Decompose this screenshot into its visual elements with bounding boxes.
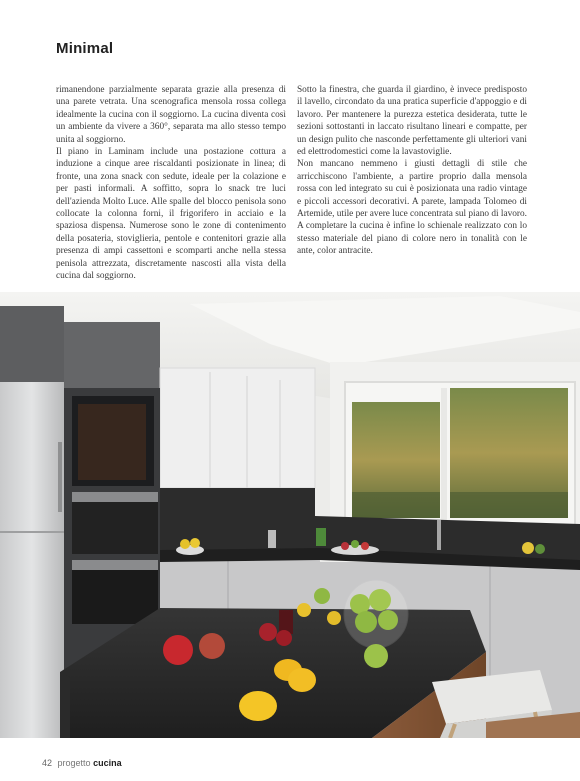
right-paragraph-1: Sotto la finestra, che guarda il giardino, è invece predisposto il lavello, circondato da una pratica superficie d'appoggio e di lavoro. Per mantenere la purezza estetica desiderata, tutte le sezioni sottostanti in laccato risultano lineari e compatte, per un design pulito che nasconde perfettamente gli ulteriori vani ed elettrodomestici come la lavastoviglie. [297, 85, 527, 158]
magazine-brand: cucina [93, 758, 122, 768]
page-number: 42 [42, 758, 53, 768]
left-text-column [56, 84, 286, 283]
kitchen-photo [0, 292, 580, 738]
page-footer [42, 758, 122, 768]
left-paragraph-2: Il piano in Laminam include una postazione cottura a induzione a cinque aree riscaldanti posizionate in linea; di fronte, una zona snack con sedute, ideale per la colazione e per pasti informali. A soffitto, sopra lo snack tre luci dell'azienda Molto Luce. Alle spalle del blocco penisola sono collocate la colonna forni, il frigorifero in acciaio e la spaziosa dispensa. Numerose sono le zone di contenimento della posateria, stoviglieria, pentole e contenitori grazie alla presenza di ampi cassettoni e scomparti anche nella stessa penisola attrezzata, discretamente nascosti alla vista della cucina dal soggiorno. [56, 147, 286, 282]
section-title: Minimal [56, 40, 114, 57]
right-paragraph-3: A completare la cucina è infine lo schienale realizzato con lo stesso materiale del piano di colore nero in tonalità con le ante, color antracite. [297, 221, 527, 257]
left-paragraph-1: rimanendone parzialmente separata grazie alla presenza di una parete vetrata. Una scenografica mensola rossa collega idealmente la cucina con il soggiorno. La cucina diventa così un ambiente da vivere a 360°, separata ma allo stesso tempo unita al soggiorno. [56, 85, 286, 145]
right-paragraph-2: Non mancano nemmeno i giusti dettagli di stile che arricchiscono l'ambiente, a partire proprio dalla mensola rossa con led integrato su cui è posizionata una radio vintage e piccoli accessori decorativi. A parete, lampada Tolomeo di Artemide, utile per avere luce concentrata sul piano di lavoro. [297, 159, 528, 220]
right-text-column [297, 84, 527, 258]
magazine-name: progetto [57, 758, 91, 768]
